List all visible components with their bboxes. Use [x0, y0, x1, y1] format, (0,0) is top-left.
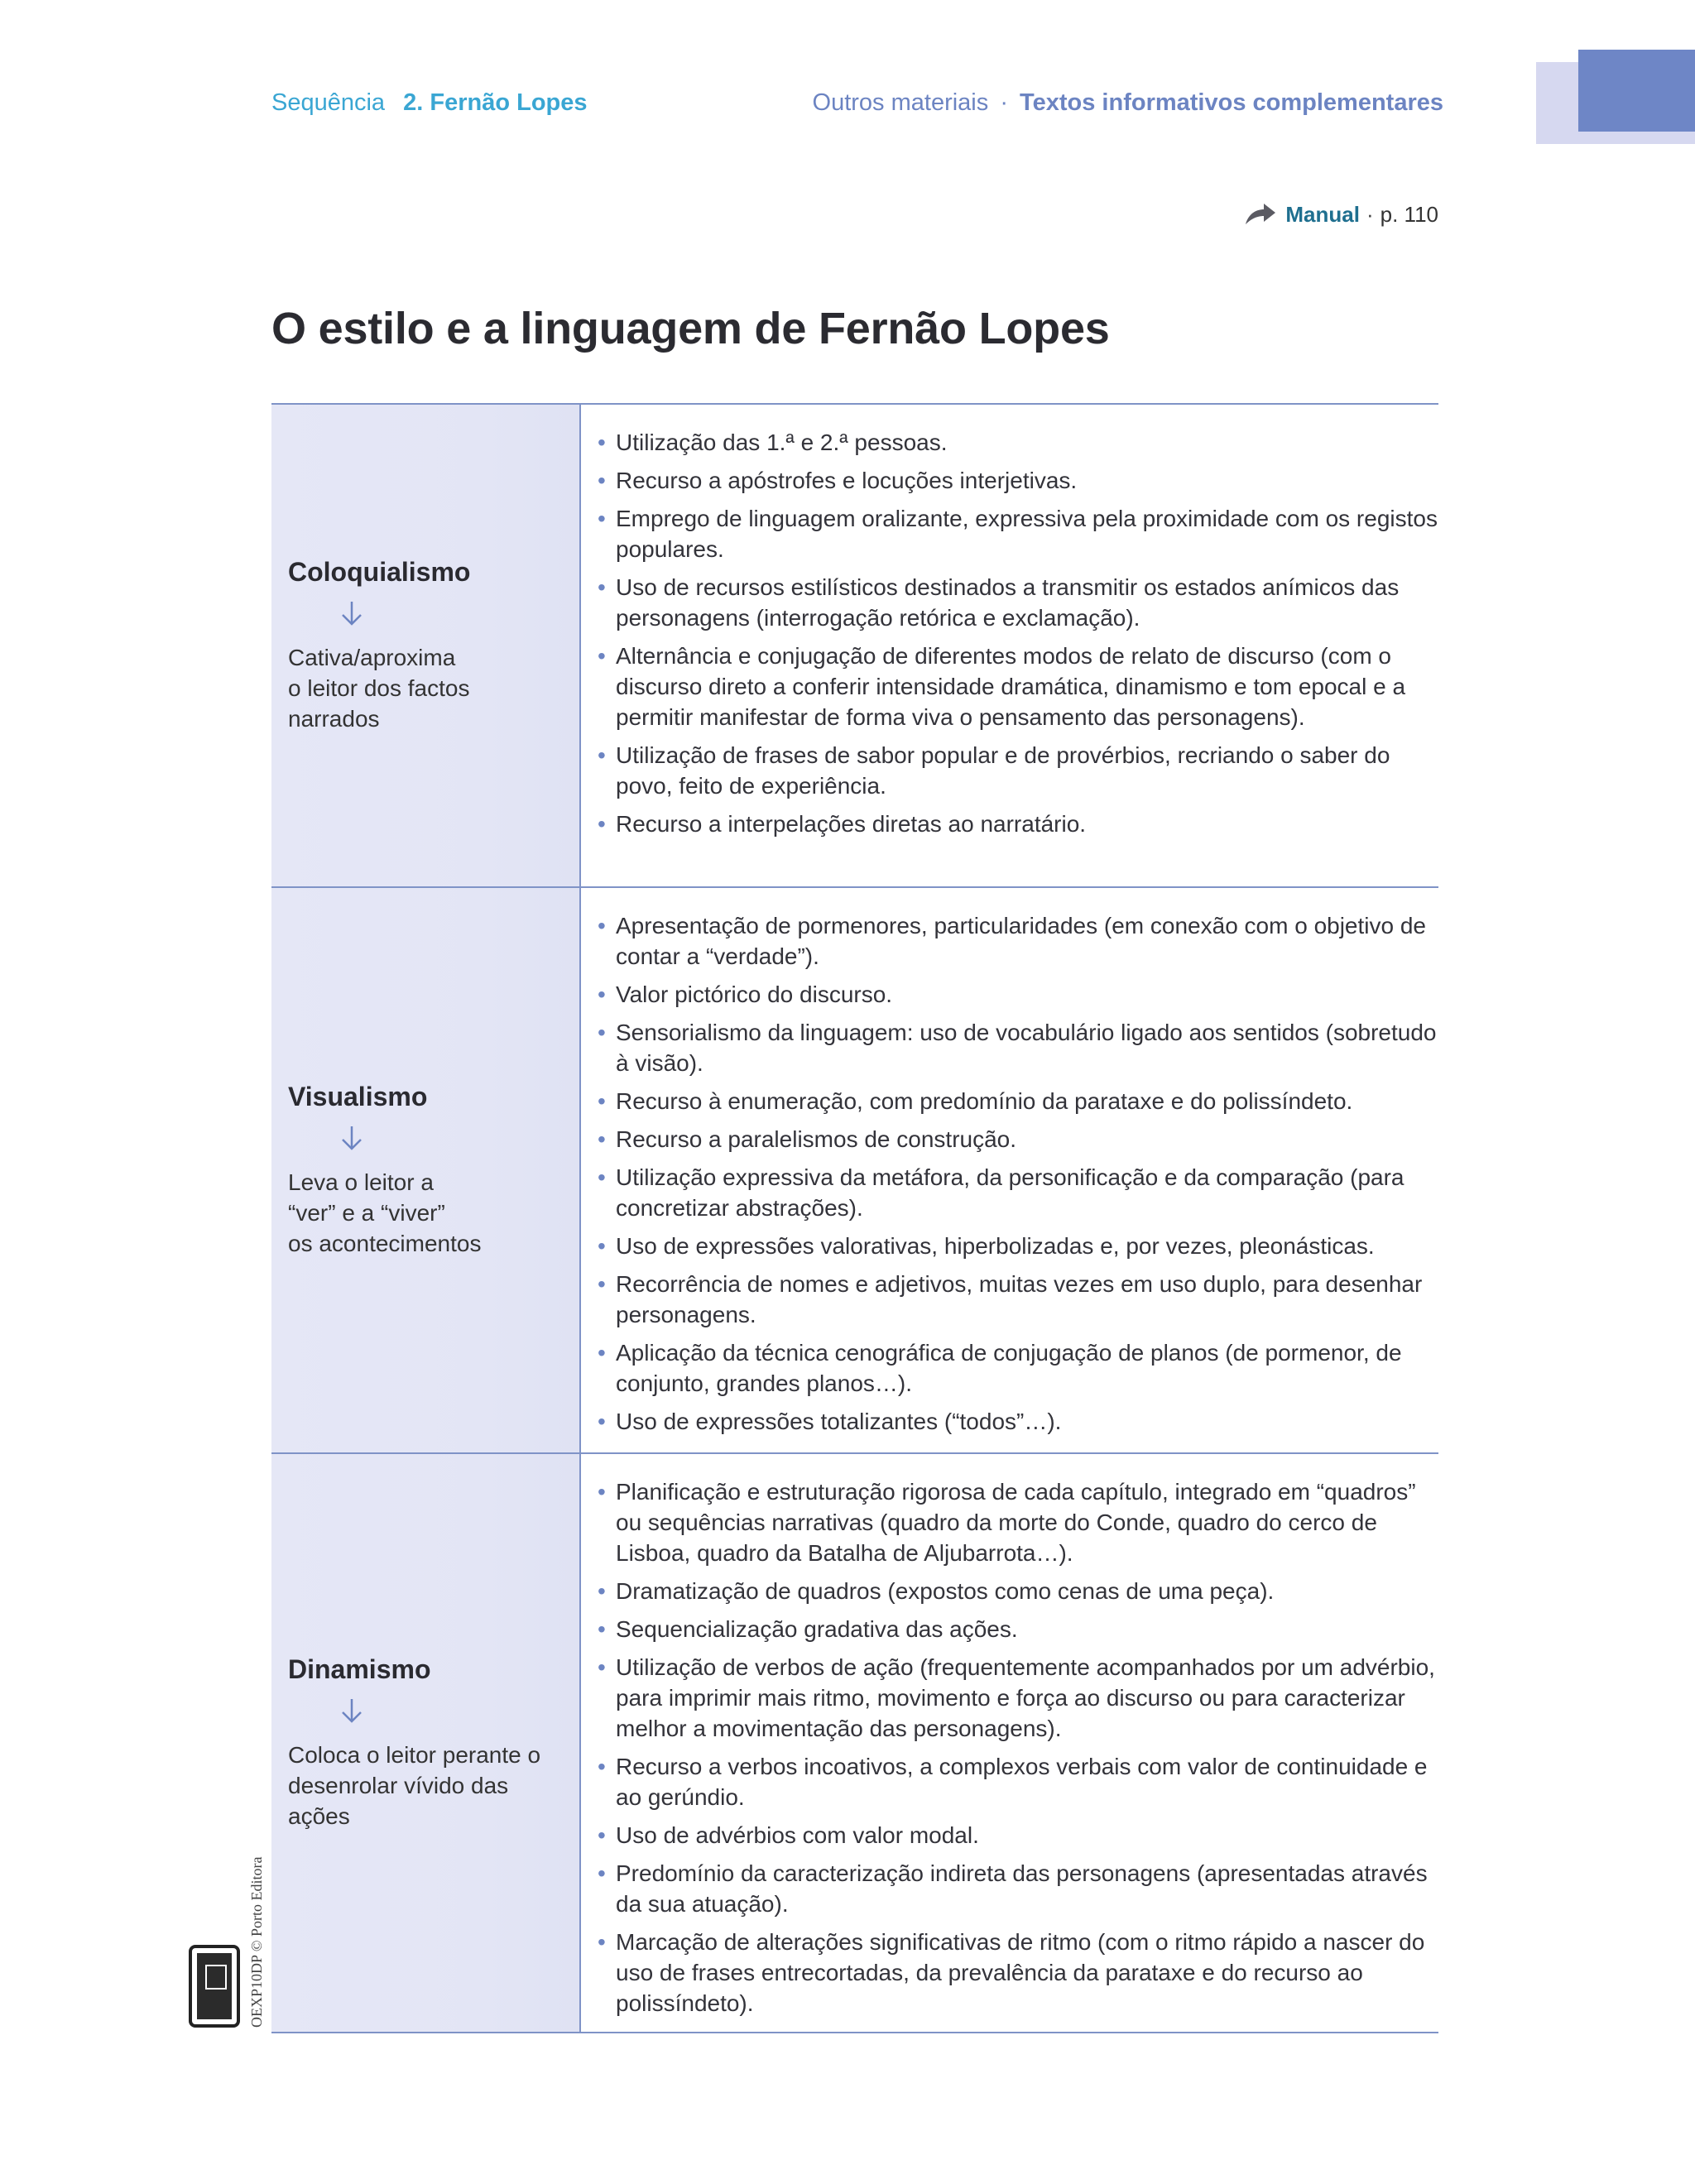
style-table [271, 403, 1438, 2033]
list-item: • Valor pictórico do discurso. [598, 979, 1438, 1010]
list-item: • Uso de advérbios com valor modal. [598, 1820, 1438, 1850]
bullet-list [598, 427, 1438, 839]
copyright-text: OEXP10DP © Porto Editora [248, 1856, 265, 2028]
row-content-cell [581, 405, 1438, 886]
list-item: • Marcação de alterações significativas de ritmo (com o ritmo rápido a nascer do uso de frases entrecortadas, da prevalência da parataxe e do recurso ao polissíndeto). [598, 1927, 1438, 2018]
list-item: • Emprego de linguagem oralizante, expressiva pela proximidade com os registos populares. [598, 503, 1438, 564]
row-effect: Leva o leitor a “ver” e a “viver” os acontecimentos [288, 1169, 482, 1256]
arrow-down-icon [339, 1124, 364, 1152]
section-title: Textos informativos complementares [1020, 89, 1443, 116]
list-item: • Recurso à enumeração, com predomínio da parataxe e do polissíndeto. [598, 1086, 1438, 1116]
arrow-right-icon [1244, 201, 1277, 228]
list-item: • Utilização expressiva da metáfora, da personificação e da comparação (para concretizar abstrações). [598, 1162, 1438, 1223]
list-item: • Uso de recursos estilísticos destinados a transmitir os estados anímicos das personagens (interrogação retórica e exclamação). [598, 572, 1438, 633]
list-item: • Uso de expressões totalizantes (“todos”…). [598, 1406, 1438, 1437]
photocopy-icon [189, 1945, 240, 2028]
manual-separator: · [1366, 201, 1374, 227]
row-label-cell [271, 888, 581, 1452]
row-content-cell [581, 888, 1438, 1452]
table-row [271, 888, 1438, 1454]
arrow-down-icon [339, 1697, 364, 1725]
list-item: • Predomínio da caracterização indireta das personagens (apresentadas através da sua atuação). [598, 1858, 1438, 1919]
manual-reference[interactable] [1244, 201, 1438, 228]
table-row [271, 1454, 1438, 2033]
table-row [271, 405, 1438, 888]
row-content-cell [581, 1454, 1438, 2032]
list-item: • Recurso a paralelismos de construção. [598, 1124, 1438, 1154]
section-separator: · [1000, 89, 1008, 116]
list-item: • Recurso a verbos incoativos, a complexos verbais com valor de continuidade e ao gerúndio. [598, 1751, 1438, 1812]
bullet-list [598, 910, 1438, 1437]
row-label-cell [271, 405, 581, 886]
row-label-cell [271, 1454, 581, 2032]
list-item: • Utilização de frases de sabor popular e de provérbios, recriando o saber do povo, feito de experiência. [598, 740, 1438, 801]
arrow-down-icon [339, 599, 364, 627]
section-label: Outros materiais [812, 89, 989, 116]
list-item: • Planificação e estruturação rigorosa de cada capítulo, integrado em “quadros” ou sequências narrativas (quadro da morte do Conde, quadro do cerco de Lisboa, quadro da Batalha de Aljubarrota…). [598, 1476, 1438, 1568]
list-item: • Alternância e conjugação de diferentes modos de relato de discurso (com o discurso direto a conferir intensidade dramática, dinamismo e tom epocal e a permitir manifestar de forma viva o pensamento das personagens). [598, 641, 1438, 732]
list-item: • Dramatização de quadros (expostos como cenas de uma peça). [598, 1576, 1438, 1606]
list-item: • Recorrência de nomes e adjetivos, muitas vezes em uso duplo, para desenhar personagens. [598, 1269, 1438, 1330]
row-term: Visualismo [288, 1082, 428, 1111]
manual-label: Manual [1285, 201, 1360, 227]
list-item: • Recurso a apóstrofes e locuções interjetivas. [598, 465, 1438, 496]
row-effect: Coloca o leitor perante o desenrolar vívido das ações [288, 1742, 541, 1829]
list-item: • Uso de expressões valorativas, hiperbolizadas e, por vezes, pleonásticas. [598, 1231, 1438, 1261]
corner-tab-dark [1578, 50, 1695, 132]
page-title: O estilo e a linguagem de Fernão Lopes [271, 304, 1110, 353]
bullet-list [598, 1476, 1438, 2018]
manual-page: p. 110 [1380, 201, 1438, 227]
list-item: • Recurso a interpelações diretas ao narratário. [598, 809, 1438, 839]
row-term: Coloquialismo [288, 557, 471, 587]
list-item: • Utilização de verbos de ação (frequentemente acompanhados por um advérbio, para imprimir mais ritmo, movimento e força ao discurso ou para caracterizar melhor a movimentação das personagens). [598, 1652, 1438, 1744]
section-header [813, 89, 1443, 117]
list-item: • Sensorialismo da linguagem: uso de vocabulário ligado aos sentidos (sobretudo à visão). [598, 1017, 1438, 1078]
footer [189, 1856, 265, 2036]
row-effect: Cativa/aproxima o leitor dos factos narrados [288, 645, 470, 732]
sequence-title: 2. Fernão Lopes [403, 89, 588, 116]
sequence-header [271, 89, 588, 117]
sequence-label: Sequência [271, 89, 386, 116]
list-item: • Aplicação da técnica cenográfica de conjugação de planos (de pormenor, de conjunto, grandes planos…). [598, 1337, 1438, 1399]
list-item: • Utilização das 1.ª e 2.ª pessoas. [598, 427, 1438, 458]
list-item: • Apresentação de pormenores, particularidades (em conexão com o objetivo de contar a “verdade”). [598, 910, 1438, 972]
row-term: Dinamismo [288, 1654, 431, 1684]
list-item: • Sequencialização gradativa das ações. [598, 1614, 1438, 1644]
